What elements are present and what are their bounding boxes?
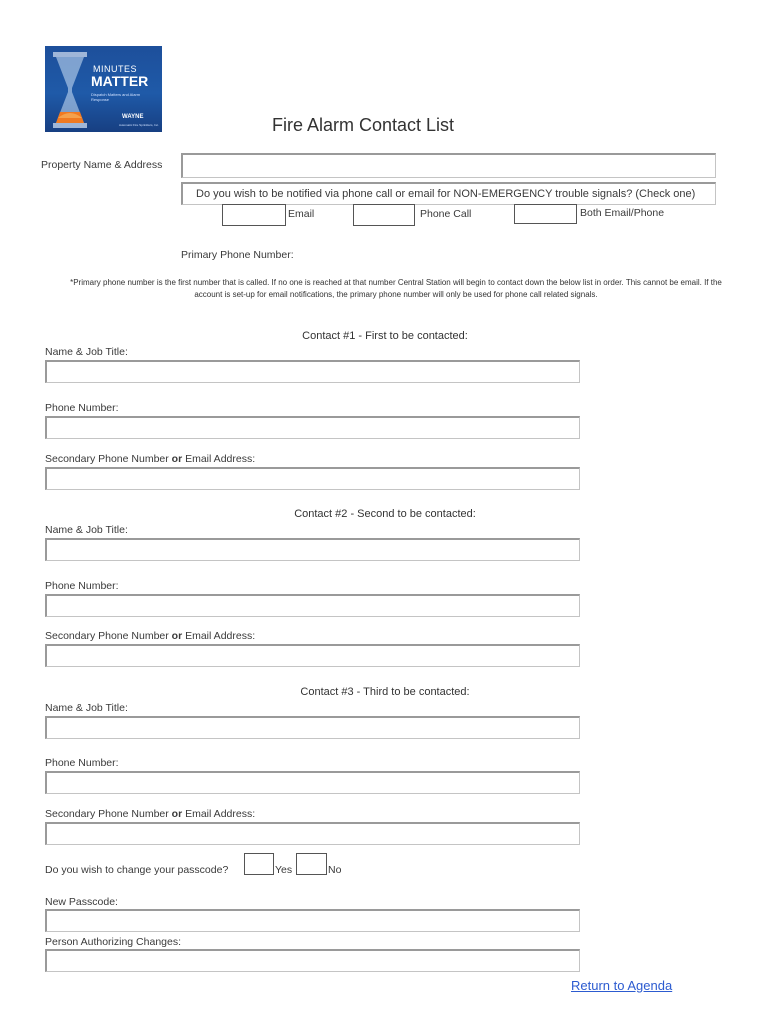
minutes-matter-logo	[45, 46, 162, 132]
email-checkbox[interactable]	[222, 204, 286, 226]
notify-question: Do you wish to be notified via phone call or email for NON-EMERGENCY trouble signals? (Check one)	[196, 188, 696, 200]
contact-1-name-field[interactable]	[45, 360, 580, 383]
logo-line2: MATTER	[91, 73, 149, 89]
primary-phone-label: Primary Phone Number:	[181, 249, 294, 261]
page-title: Fire Alarm Contact List	[272, 115, 455, 135]
both-option-label: Both Email/Phone	[580, 207, 665, 219]
contact-3-name-field[interactable]	[45, 716, 580, 739]
passcode-question: Do you wish to change your passcode?	[45, 864, 229, 876]
contact-2-phone-label: Phone Number:	[45, 580, 119, 592]
contact-1-secondary-field[interactable]	[45, 467, 580, 490]
phone-call-option-label: Phone Call	[420, 208, 472, 220]
passcode-no-label: No	[328, 864, 342, 876]
contact-1-phone-field[interactable]	[45, 416, 580, 439]
passcode-no-checkbox[interactable]	[296, 853, 327, 875]
phone-call-checkbox[interactable]	[353, 204, 415, 226]
authorizer-field[interactable]	[45, 949, 580, 972]
contact-1-phone-label: Phone Number:	[45, 402, 119, 414]
primary-phone-note: *Primary phone number is the first number that is called. If no one is reached at that number Central Station will begin to contact down the below list in order. This cannot be email. If the account is set-up for email notifications, the primary phone number will only be used for phone call related signals.	[70, 278, 722, 299]
contact-2-name-field[interactable]	[45, 538, 580, 561]
contact-2-secondary-field[interactable]	[45, 644, 580, 667]
property-label: Property Name & Address	[41, 159, 163, 171]
authorizer-label: Person Authorizing Changes:	[45, 936, 182, 948]
new-passcode-label: New Passcode:	[45, 896, 118, 908]
property-field[interactable]	[181, 153, 716, 178]
both-checkbox[interactable]	[514, 204, 577, 224]
contact-1-heading: Contact #1 - First to be contacted:	[302, 330, 468, 342]
hourglass-icon	[51, 52, 89, 128]
return-to-agenda-link[interactable]: Return to Agenda	[571, 978, 673, 993]
contact-2-phone-field[interactable]	[45, 594, 580, 617]
contact-3-secondary-field[interactable]	[45, 822, 580, 845]
notify-question-box	[181, 182, 716, 205]
contact-3-phone-field[interactable]	[45, 771, 580, 794]
new-passcode-field[interactable]	[45, 909, 580, 932]
contact-1-secondary-label: Secondary Phone Number or Email Address:	[45, 453, 256, 465]
contact-2-secondary-label: Secondary Phone Number or Email Address:	[45, 630, 256, 642]
logo-tagline: Dispatch Matters and Alarm Response	[91, 92, 141, 102]
contact-3-phone-label: Phone Number:	[45, 757, 119, 769]
logo-brand-sub: Automatic Fire Sprinklers, Inc.	[119, 123, 160, 127]
contact-2-name-label: Name & Job Title:	[45, 524, 128, 536]
contact-3-name-label: Name & Job Title:	[45, 702, 128, 714]
contact-2-heading: Contact #2 - Second to be contacted:	[294, 508, 476, 520]
contact-1-name-label: Name & Job Title:	[45, 346, 128, 358]
contact-3-heading: Contact #3 - Third to be contacted:	[300, 686, 470, 698]
passcode-yes-label: Yes	[275, 864, 293, 876]
logo-brand: WAYNE	[122, 114, 144, 120]
email-option-label: Email	[288, 208, 315, 220]
logo-line1: MINUTES	[93, 64, 137, 74]
contact-3-secondary-label: Secondary Phone Number or Email Address:	[45, 808, 256, 820]
passcode-yes-checkbox[interactable]	[244, 853, 274, 875]
